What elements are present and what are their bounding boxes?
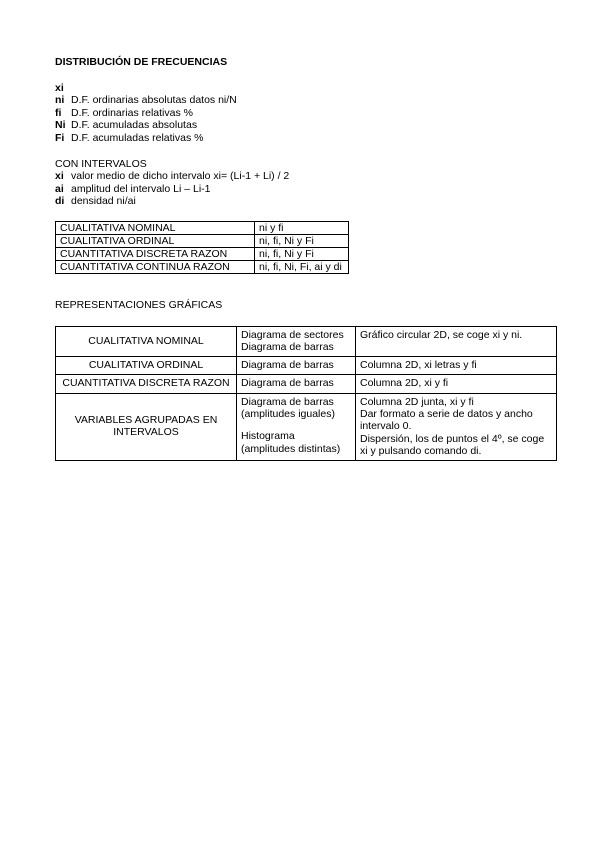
table-cell: CUALITATIVA NOMINAL (56, 326, 237, 357)
variable-types-table (55, 221, 349, 274)
graph-type: Diagrama de barras (241, 395, 334, 408)
instruction-text: Dispersión, los de puntos el 4º, se coge xi y pulsando comando di. (360, 432, 545, 457)
table-cell: CUALITATIVA ORDINAL (56, 234, 255, 247)
definition-Ni (55, 119, 555, 132)
instruction-text: Dar formato a serie de datos y ancho intervalo 0. (360, 408, 533, 433)
table-row (56, 234, 349, 247)
graph-type-note: (amplitudes distintas) (241, 442, 341, 455)
spacer (241, 420, 351, 430)
graph-type: Diagrama de barras (241, 340, 334, 353)
interval-text: amplitud del intervalo Li – Li-1 (71, 182, 211, 195)
definition-text: D.F. ordinarias absolutas datos ni/N (71, 94, 237, 107)
interval-text: densidad ni/ai (71, 195, 136, 208)
table-cell: Diagrama de barras (237, 375, 356, 393)
symbol: Ni (55, 119, 66, 132)
definition-text: D.F. acumuladas absolutas (71, 119, 198, 132)
table-cell (356, 393, 557, 460)
table-cell: ni, fi, Ni, Fi, ai y di (255, 260, 349, 273)
representations-table (55, 326, 557, 462)
table-row (56, 221, 349, 234)
table-cell: CUANTITATIVA DISCRETA RAZON (56, 247, 255, 260)
interval-item-xi (55, 170, 555, 183)
table-row (56, 326, 557, 357)
definition-text: D.F. acumuladas relativas % (71, 131, 204, 144)
table-cell: Gráfico circular 2D, se coge xi y ni. (356, 326, 557, 357)
table-cell: Diagrama de barras (237, 357, 356, 375)
table-cell: CUANTITATIVA CONTINUA RAZON (56, 260, 255, 273)
definition-Fi (55, 132, 555, 145)
table-row (56, 393, 557, 460)
table-cell: ni, fi, Ni y Fi (255, 234, 349, 247)
definition-ni (55, 94, 555, 107)
table-cell (237, 326, 356, 357)
intervals-list (55, 170, 555, 208)
symbol: xi (55, 170, 64, 183)
table-cell: CUALITATIVA ORDINAL (56, 357, 237, 375)
symbol: xi (55, 81, 64, 94)
table-row (56, 260, 349, 273)
table-cell: CUANTITATIVA DISCRETA RAZON (56, 375, 237, 393)
definition-text: D.F. ordinarias relativas % (71, 106, 193, 119)
table-cell: Columna 2D, xi y fi (356, 375, 557, 393)
graph-type: Diagrama de sectores (241, 328, 344, 341)
symbol: Fi (55, 131, 65, 144)
instruction-text: Columna 2D junta, xi y fi (360, 395, 474, 408)
table-cell: ni y fi (255, 221, 349, 234)
symbol: ai (55, 182, 64, 195)
document-page (55, 56, 555, 461)
table-row (56, 247, 349, 260)
intervals-heading: CON INTERVALOS (55, 157, 147, 170)
table-row (56, 375, 557, 393)
table-row (56, 357, 557, 375)
table-cell: CUALITATIVA NOMINAL (56, 221, 255, 234)
interval-text: valor medio de dicho intervalo xi= (Li-1 + Li) / 2 (71, 170, 290, 183)
representations-heading: REPRESENTACIONES GRÁFICAS (55, 298, 223, 311)
table-cell: ni, fi, Ni y Fi (255, 247, 349, 260)
symbol: di (55, 195, 65, 208)
interval-item-ai (55, 183, 555, 196)
table-cell: VARIABLES AGRUPADAS EN INTERVALOS (56, 393, 237, 460)
document-title: DISTRIBUCIÓN DE FRECUENCIAS (55, 56, 228, 68)
symbol: ni (55, 94, 65, 107)
graph-type-note: (amplitudes iguales) (241, 408, 335, 421)
table-cell (237, 393, 356, 460)
symbol: fi (55, 106, 62, 119)
definition-fi (55, 107, 555, 120)
definition-xi (55, 82, 555, 95)
interval-item-di (55, 195, 555, 208)
definitions-list (55, 82, 555, 145)
table-cell: Columna 2D, xi letras y fi (356, 357, 557, 375)
graph-type: Histograma (241, 430, 295, 443)
